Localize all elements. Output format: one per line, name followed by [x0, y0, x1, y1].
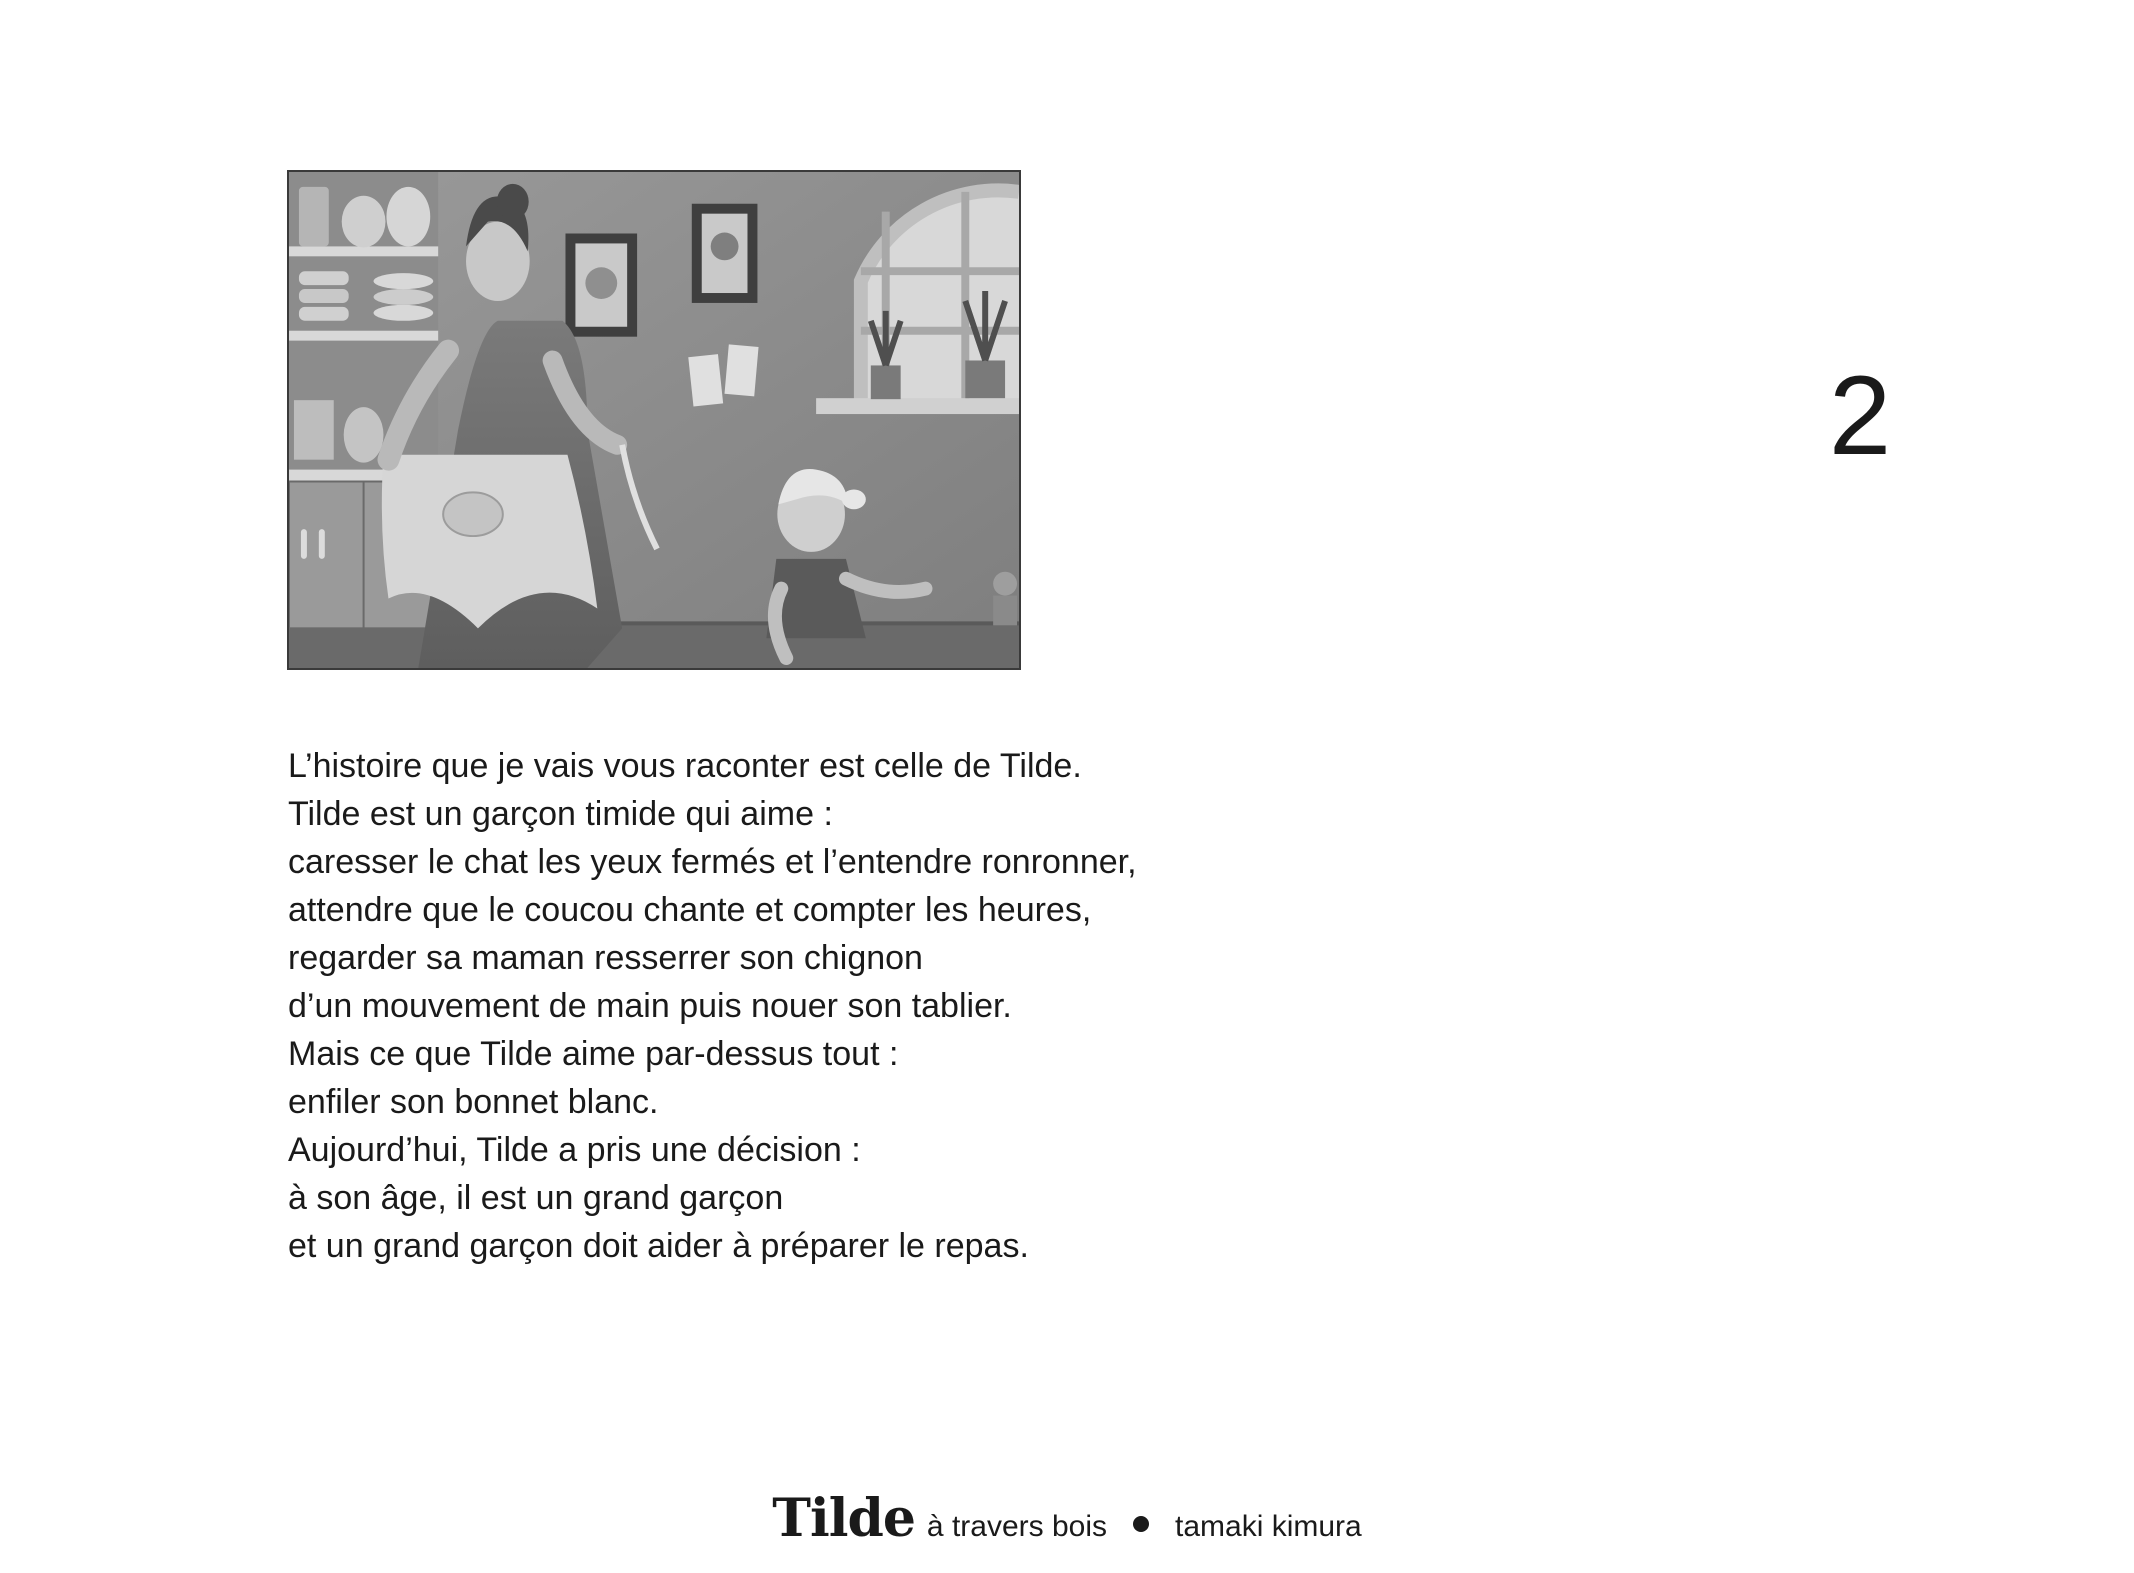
story-line: enfiler son bonnet blanc.: [288, 1083, 659, 1121]
book-subtitle: à travers bois: [926, 1510, 1107, 1543]
story-line: regarder sa maman resserrer son chignon: [288, 939, 923, 977]
story-text: [288, 742, 1288, 1270]
story-line: Tilde est un garçon timide qui aime :: [288, 795, 833, 833]
book-title-logo: Tilde: [772, 1488, 915, 1549]
story-line: caresser le chat les yeux fermés et l’entendre ronronner,: [288, 843, 1137, 881]
author-name: tamaki kimura: [1175, 1510, 1362, 1543]
bullet-separator-icon: [1133, 1516, 1149, 1532]
story-line: Mais ce que Tilde aime par-dessus tout :: [288, 1035, 899, 1073]
story-line: d’un mouvement de main puis nouer son tablier.: [288, 987, 1012, 1025]
page-number: 2: [1828, 353, 1892, 478]
kitchen-illustration: [287, 170, 1021, 670]
story-line: L’histoire que je vais vous raconter est celle de Tilde.: [288, 747, 1082, 785]
illustration-drawing: [289, 172, 1019, 668]
page-footer: [0, 1488, 2134, 1549]
story-line: attendre que le coucou chante et compter les heures,: [288, 891, 1092, 929]
story-line: à son âge, il est un grand garçon: [288, 1179, 784, 1217]
story-line: et un grand garçon doit aider à préparer le repas.: [288, 1227, 1029, 1265]
story-line: Aujourd’hui, Tilde a pris une décision :: [288, 1131, 861, 1169]
